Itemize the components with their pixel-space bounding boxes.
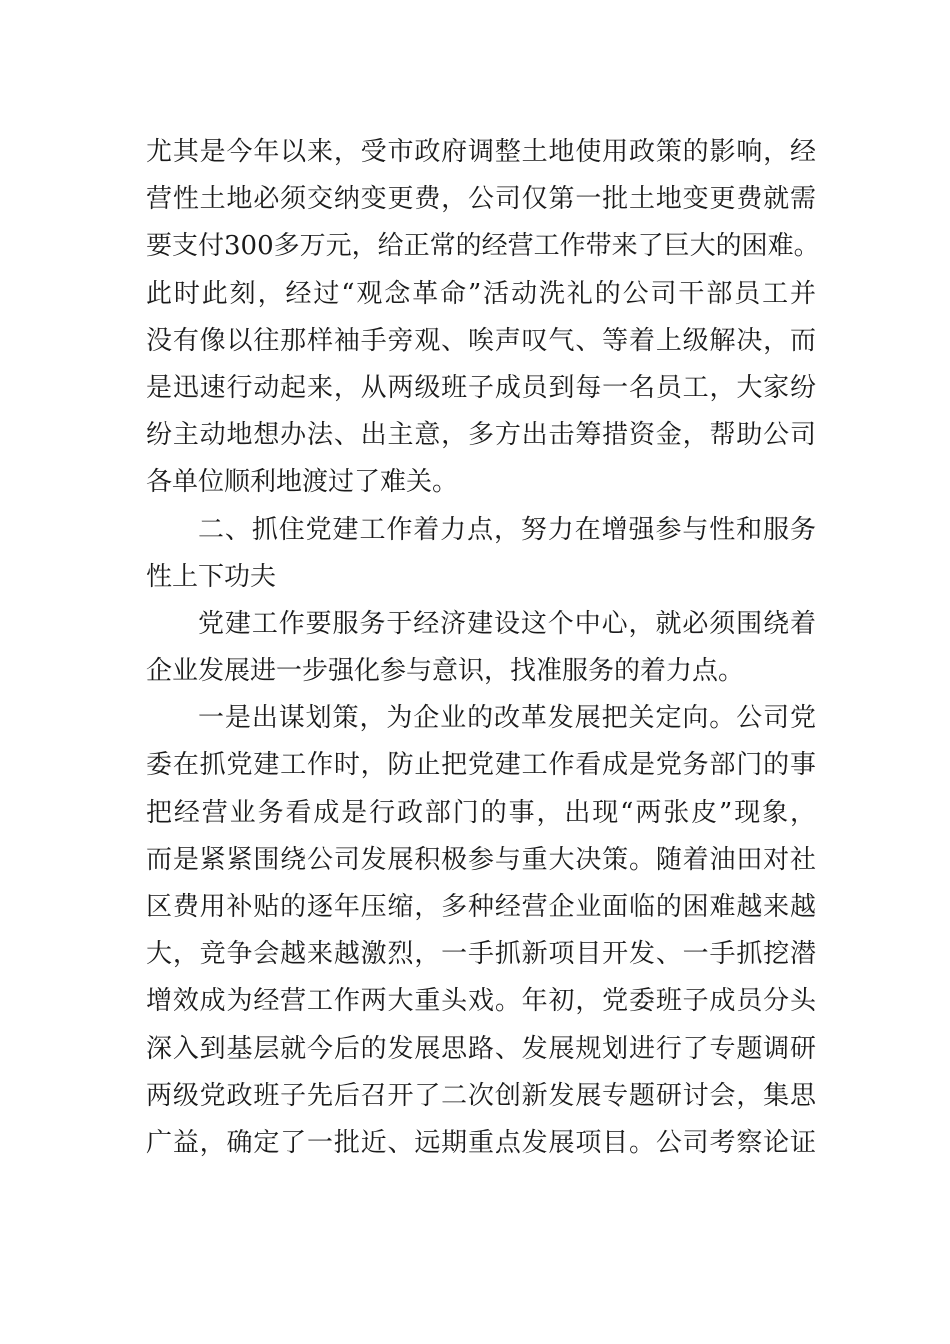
- section-heading-line: 性上下功夫: [146, 561, 277, 592]
- section-heading-line: 二、抓住党建工作着力点，努力在增强参与性和服务: [198, 514, 816, 545]
- text-line: 要支付300多万元，给正常的经营工作带来了巨大的困难。: [146, 231, 820, 262]
- text-line: 是迅速行动起来，从两级班子成员到每一名员工，大家纷: [146, 372, 816, 403]
- text-line: 一是出谋划策，为企业的改革发展把关定向。公司党: [198, 703, 816, 734]
- text-line: 没有像以往那样袖手旁观、唉声叹气、等着上级解决，而: [146, 325, 816, 356]
- text-line: 区费用补贴的逐年压缩，多种经营企业面临的困难越来越: [146, 892, 816, 922]
- text-line: 大，竞争会越来越激烈，一手抓新项目开发、一手抓挖潜: [146, 939, 816, 970]
- text-line: 两级党政班子先后召开了二次创新发展专题研讨会，集思: [146, 1080, 816, 1111]
- text-line: 纷主动地想办法、出主意，多方出击筹措资金，帮助公司: [146, 420, 816, 451]
- text-line: 把经营业务看成是行政部门的事，出现“两张皮”现象，: [146, 797, 816, 828]
- text-line: 增效成为经营工作两大重头戏。年初，党委班子成员分头: [146, 986, 816, 1017]
- text-line: 尤其是今年以来，受市政府调整土地使用政策的影响，经: [146, 137, 816, 167]
- text-line: 企业发展进一步强化参与意识，找准服务的着力点。: [146, 656, 745, 687]
- body-text: [146, 129, 820, 1167]
- text-line: 此时此刻，经过“观念革命”活动洗礼的公司干部员工并: [146, 278, 816, 309]
- text-line: 而是紧紧围绕公司发展积极参与重大决策。随着油田对社: [146, 844, 816, 875]
- text-line: 深入到基层就今后的发展思路、发展规划进行了专题调研: [146, 1033, 816, 1064]
- text-line: 各单位顺利地渡过了难关。: [146, 467, 459, 498]
- text-line: 党建工作要服务于经济建设这个中心，就必须围绕着: [198, 608, 816, 639]
- text-line: 委在抓党建工作时，防止把党建工作看成是党务部门的事: [146, 750, 816, 781]
- text-line: 营性土地必须交纳变更费，公司仅第一批土地变更费就需: [146, 184, 816, 215]
- text-line: 广益，确定了一批近、远期重点发展项目。公司考察论证: [146, 1127, 816, 1158]
